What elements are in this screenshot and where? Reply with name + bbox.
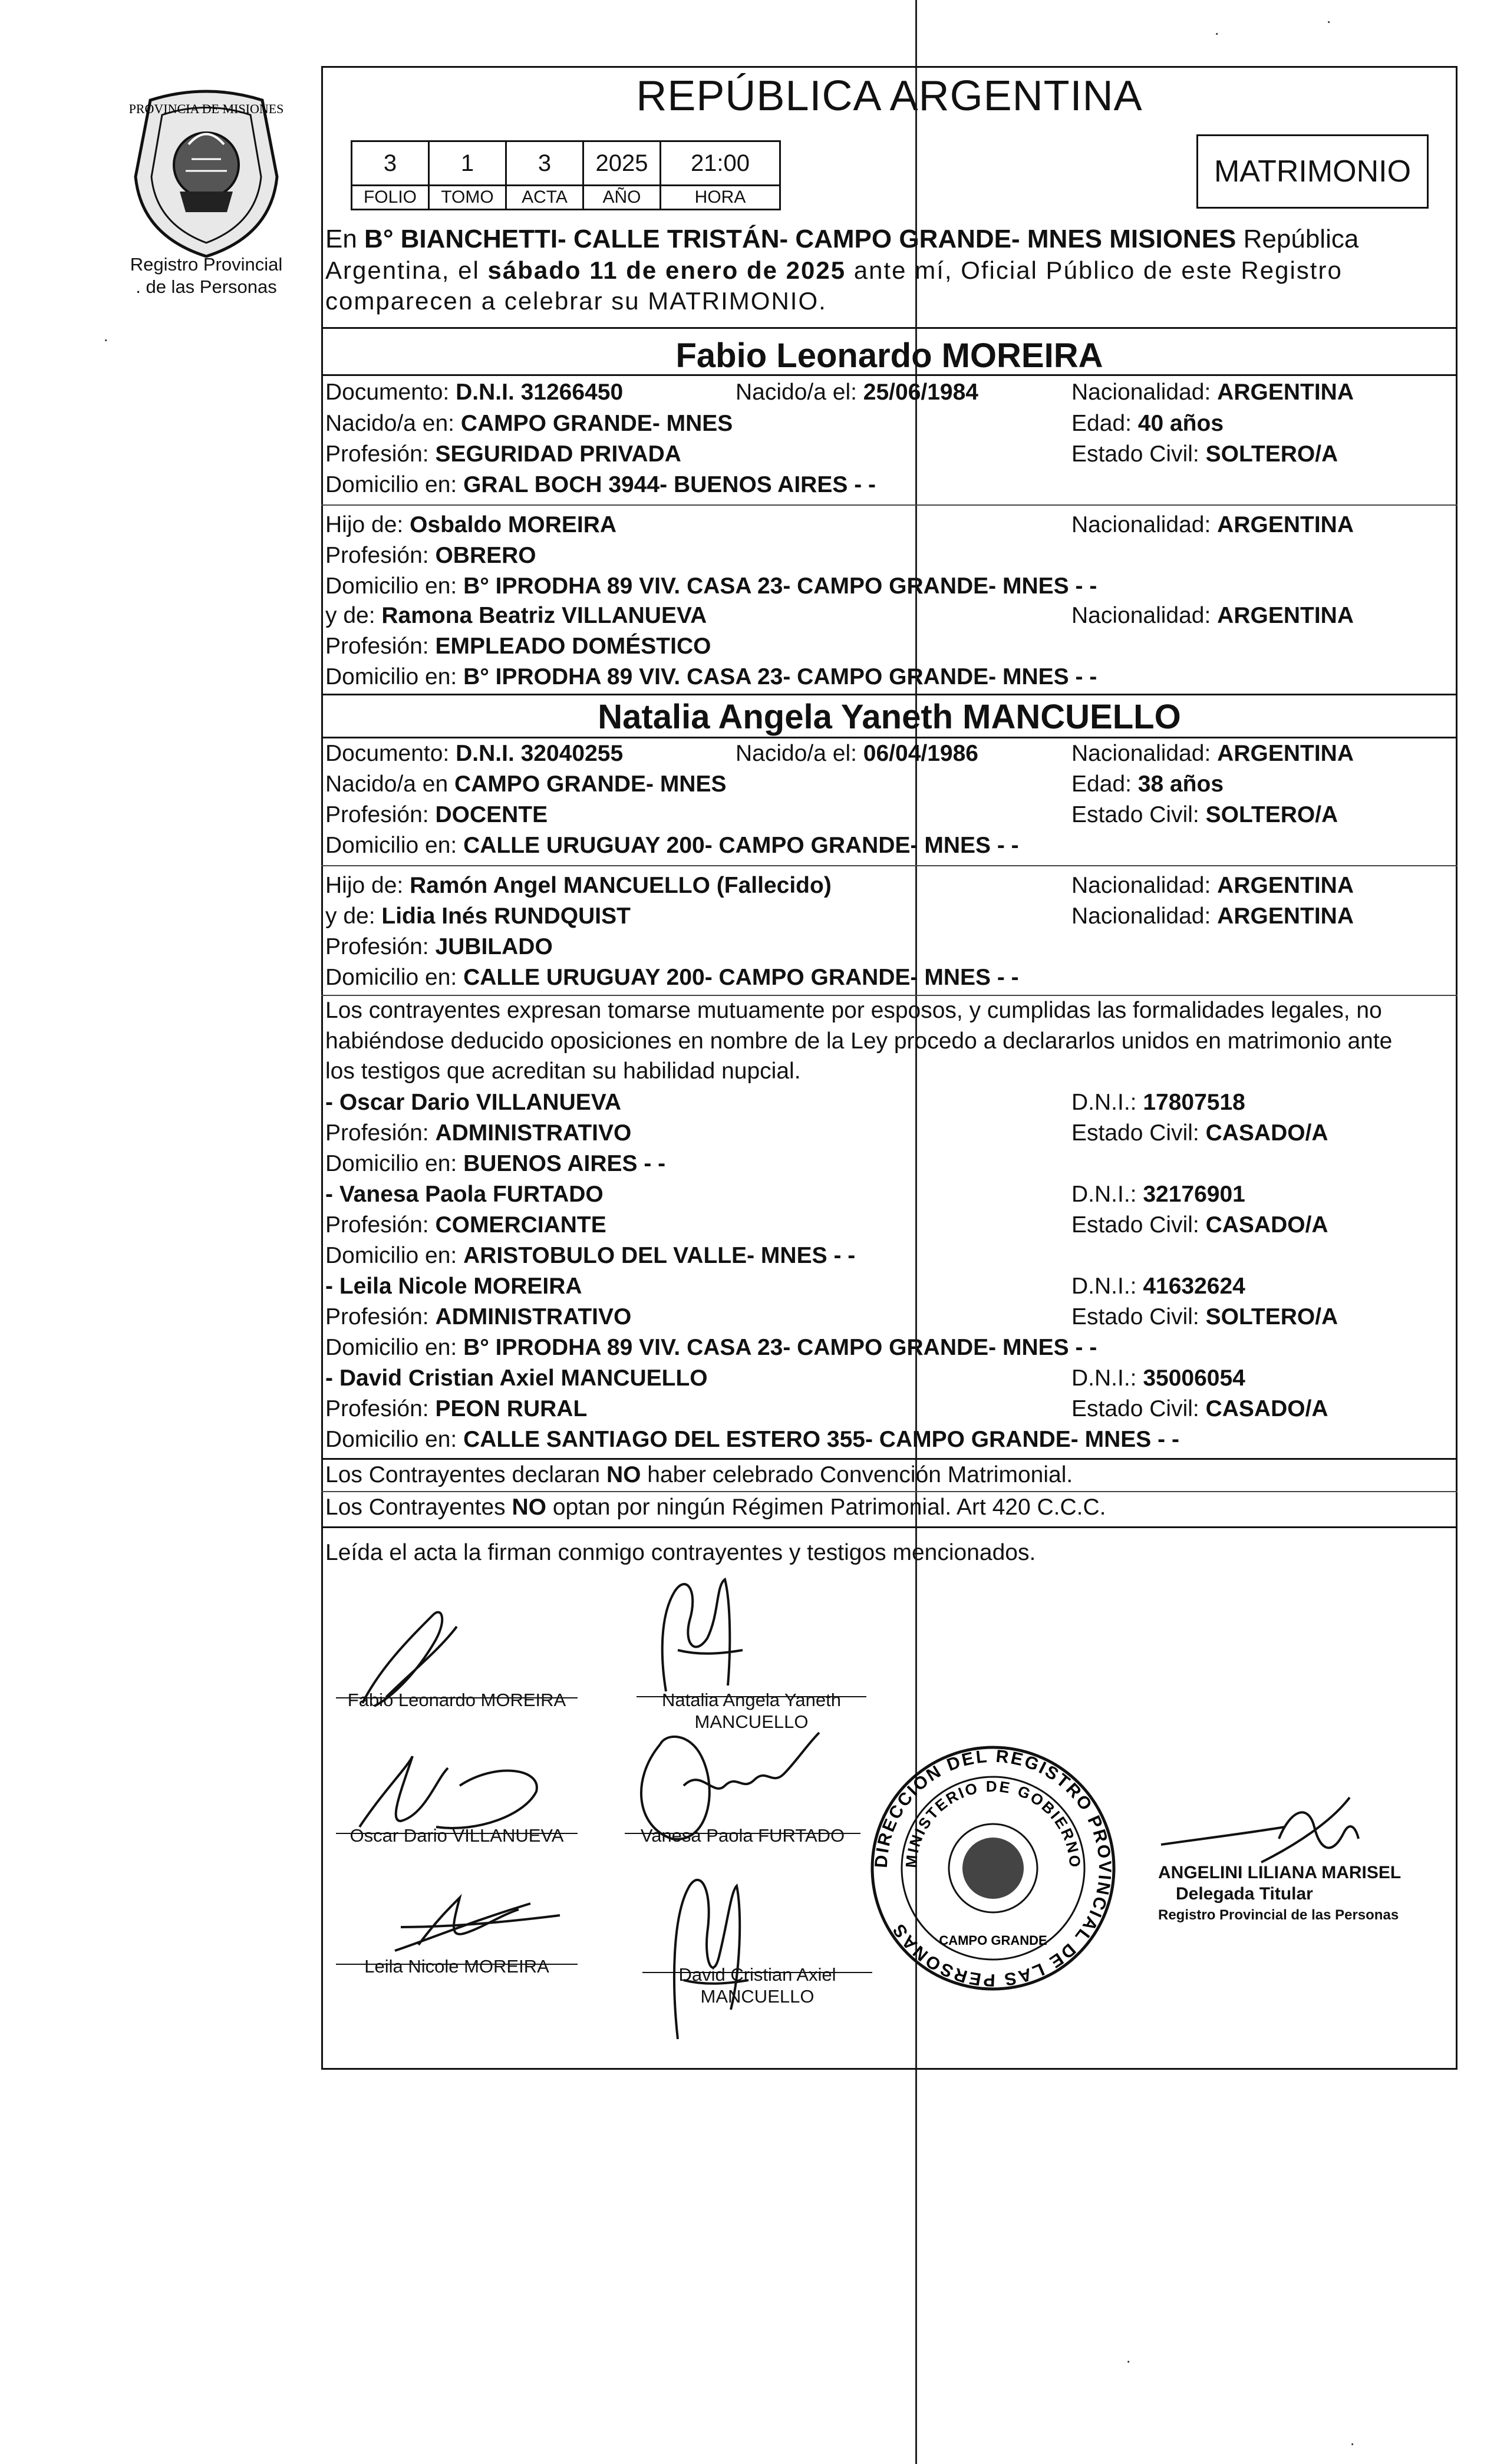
groom-prof: Profesión: SEGURIDAD PRIVADA: [325, 441, 681, 467]
witness-dni: D.N.I.: 35006054: [1071, 1365, 1245, 1391]
officer-block: [1158, 1862, 1441, 1926]
w2-sig-name: Vanesa Paola FURTADO: [640, 1825, 845, 1846]
bride-mother: y de: Lidia Inés RUNDQUIST: [325, 903, 631, 929]
bride-nat: Nacionalidad: ARGENTINA: [1071, 741, 1354, 766]
divider: [321, 995, 1457, 996]
stamp-inner-text: MINISTERIO DE GOBIERNO: [902, 1777, 1084, 1870]
bride-born: Nacido/a el: 06/04/1986: [736, 741, 978, 766]
scan-speck: ·: [1326, 12, 1332, 30]
groom-mother-prof: Profesión: EMPLEADO DOMÉSTICO: [325, 634, 711, 659]
official-stamp: [866, 1741, 1120, 1995]
groom-dom: Domicilio en: GRAL BOCH 3944- BUENOS AIRES - -: [325, 472, 876, 497]
groom-father: Hijo de: Osbaldo MOREIRA: [325, 512, 617, 537]
record-table: [351, 140, 781, 210]
convention-note: Los Contrayentes declaran NO haber celebrado Convención Matrimonial.: [325, 1462, 1073, 1487]
witness-prof: Profesión: COMERCIANTE: [325, 1212, 606, 1238]
officer-office: Registro Provincial de las Personas: [1158, 1907, 1399, 1923]
witness-name: - Oscar Dario VILLANUEVA: [325, 1090, 622, 1115]
groom-mother-nat: Nacionalidad: ARGENTINA: [1071, 603, 1354, 628]
country-title: REPÚBLICA ARGENTINA: [636, 72, 1143, 120]
tomo-value: 1: [429, 141, 506, 186]
groom-father-dom: Domicilio en: B° IPRODHA 89 VIV. CASA 23- CAMPO GRANDE- MNES - -: [325, 573, 1097, 599]
stamp-ring-text: DIRECCIÓN DEL REGISTRO PROVINCIAL DE LAS PERSONAS: [871, 1746, 1115, 1990]
groom-sig-name: Fabio Leonardo MOREIRA: [347, 1690, 566, 1710]
acta-value: 3: [506, 141, 583, 186]
witness-civil: Estado Civil: CASADO/A: [1071, 1120, 1328, 1146]
witness-name: - David Cristian Axiel MANCUELLO: [325, 1365, 708, 1391]
ano-value: 2025: [583, 141, 661, 186]
hora-label: HORA: [661, 186, 780, 210]
emblem-caption: [109, 253, 304, 298]
groom-born: Nacido/a el: 25/06/1984: [736, 380, 978, 405]
witness-civil: Estado Civil: SOLTERO/A: [1071, 1304, 1338, 1330]
bride-doc: Documento: D.N.I. 32040255: [325, 741, 624, 766]
bride-name: Natalia Angela Yaneth MANCUELLO: [598, 698, 1181, 736]
officer-title: Delegada Titular: [1176, 1884, 1313, 1904]
scan-speck: ·: [103, 330, 109, 348]
emblem-caption-line1: Registro Provincial: [130, 254, 283, 275]
province-emblem: [127, 88, 286, 259]
groom-father-nat: Nacionalidad: ARGENTINA: [1071, 512, 1354, 537]
folio-label: FOLIO: [352, 186, 429, 210]
witness-civil: Estado Civil: CASADO/A: [1071, 1212, 1328, 1238]
divider: [321, 1458, 1457, 1460]
witness-dni: D.N.I.: 32176901: [1071, 1182, 1245, 1207]
bride-mother-nat: Nacionalidad: ARGENTINA: [1071, 903, 1354, 929]
groom-age: Edad: 40 años: [1071, 411, 1224, 436]
divider: [321, 327, 1457, 329]
hora-value: 21:00: [661, 141, 780, 186]
witness-dni: D.N.I.: 41632624: [1071, 1274, 1245, 1299]
w1-sig-name: Oscar Dario VILLANUEVA: [349, 1825, 564, 1846]
witness-dni: D.N.I.: 17807518: [1071, 1090, 1245, 1115]
groom-mother-dom: Domicilio en: B° IPRODHA 89 VIV. CASA 23- CAMPO GRANDE- MNES - -: [325, 664, 1097, 690]
divider: [321, 1491, 1457, 1492]
witness-dom: Domicilio en: CALLE SANTIAGO DEL ESTERO 355- CAMPO GRANDE- MNES - -: [325, 1427, 1179, 1452]
divider: [321, 504, 1457, 506]
scan-speck: ·: [1126, 2351, 1132, 2370]
declaration-line2: habiéndose deducido oposiciones en nombre de la Ley procedo a declararlos unidos en matrimonio ante: [325, 1028, 1393, 1054]
w4-signature: [648, 1868, 766, 2045]
groom-birthplace: Nacido/a en: CAMPO GRANDE- MNES: [325, 411, 733, 436]
bride-mother-dom: Domicilio en: CALLE URUGUAY 200- CAMPO GRANDE- MNES - -: [325, 965, 1019, 990]
bride-dom: Domicilio en: CALLE URUGUAY 200- CAMPO GRANDE- MNES - -: [325, 833, 1019, 858]
intro-line3: comparecen a celebrar su MATRIMONIO.: [325, 287, 827, 315]
divider: [321, 1526, 1457, 1528]
divider: [321, 694, 1457, 695]
witness-name: - Vanesa Paola FURTADO: [325, 1182, 604, 1207]
groom-nat: Nacionalidad: ARGENTINA: [1071, 380, 1354, 405]
regime-note: Los Contrayentes NO optan por ningún Régimen Patrimonial. Art 420 C.C.C.: [325, 1495, 1106, 1520]
groom-doc: Documento: D.N.I. 31266450: [325, 380, 624, 405]
declaration-line1: Los contrayentes expresan tomarse mutuamente por esposos, y cumplidas las formalidades legales, no: [325, 998, 1382, 1023]
divider: [321, 374, 1457, 376]
tomo-label: TOMO: [429, 186, 506, 210]
groom-mother: y de: Ramona Beatriz VILLANUEVA: [325, 603, 707, 628]
scan-speck: ·: [1214, 24, 1220, 42]
groom-name: Fabio Leonardo MOREIRA: [675, 337, 1103, 375]
bride-signature: [642, 1568, 760, 1697]
bride-mother-prof: Profesión: JUBILADO: [325, 934, 553, 959]
emblem-caption-line2: . de las Personas: [136, 276, 277, 297]
acta-label: ACTA: [506, 186, 583, 210]
read-note: Leída el acta la firman conmigo contrayentes y testigos mencionados.: [325, 1540, 1036, 1565]
w3-sig-name: Leila Nicole MOREIRA: [364, 1956, 549, 1977]
bride-father: Hijo de: Ramón Angel MANCUELLO (Fallecido): [325, 873, 832, 898]
bride-prof: Profesión: DOCENTE: [325, 802, 548, 827]
groom-father-prof: Profesión: OBRERO: [325, 543, 536, 568]
officer-name: ANGELINI LILIANA MARISEL: [1158, 1863, 1402, 1882]
witness-civil: Estado Civil: CASADO/A: [1071, 1396, 1328, 1421]
act-type-box: MATRIMONIO: [1196, 134, 1429, 209]
bride-age: Edad: 38 años: [1071, 771, 1224, 797]
intro-line2: Argentina, el sábado 11 de enero de 2025 ante mí, Oficial Público de este Registro: [325, 256, 1343, 284]
w3-signature: [383, 1886, 572, 1962]
witness-prof: Profesión: ADMINISTRATIVO: [325, 1304, 632, 1330]
groom-civil: Estado Civil: SOLTERO/A: [1071, 441, 1338, 467]
bride-civil: Estado Civil: SOLTERO/A: [1071, 802, 1338, 827]
witness-name: - Leila Nicole MOREIRA: [325, 1274, 582, 1299]
scan-speck: ·: [1350, 2434, 1356, 2452]
divider: [321, 737, 1457, 738]
divider: [321, 865, 1457, 866]
intro-line1: En B° BIANCHETTI- CALLE TRISTÁN- CAMPO GRANDE- MNES MISIONES República: [325, 225, 1359, 253]
stamp-place: CAMPO GRANDE: [939, 1933, 1047, 1948]
emblem-seal-text: PROVINCIA DE MISIONES: [128, 101, 284, 116]
witness-dom: Domicilio en: BUENOS AIRES - -: [325, 1151, 666, 1176]
witness-prof: Profesión: ADMINISTRATIVO: [325, 1120, 632, 1146]
folio-value: 3: [352, 141, 429, 186]
w4-sig-name: David Cristian Axiel MANCUELLO: [678, 1964, 836, 2007]
bride-father-nat: Nacionalidad: ARGENTINA: [1071, 873, 1354, 898]
witness-prof: Profesión: PEON RURAL: [325, 1396, 588, 1421]
bride-sig-name: Natalia Angela Yaneth MANCUELLO: [662, 1690, 841, 1732]
bride-birthplace: Nacido/a en CAMPO GRANDE- MNES: [325, 771, 727, 797]
witness-dom: Domicilio en: ARISTOBULO DEL VALLE- MNES - -: [325, 1243, 856, 1268]
witness-dom: Domicilio en: B° IPRODHA 89 VIV. CASA 23- CAMPO GRANDE- MNES - -: [325, 1335, 1097, 1360]
ano-label: AÑO: [583, 186, 661, 210]
declaration-line3: los testigos que acreditan su habilidad nupcial.: [325, 1058, 801, 1084]
